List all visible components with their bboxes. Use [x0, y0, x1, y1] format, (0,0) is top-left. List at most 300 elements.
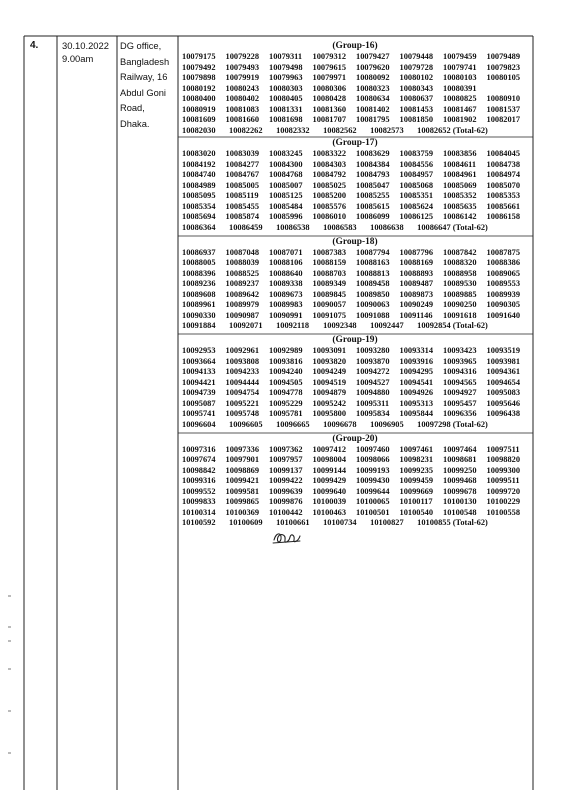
roll-number: 10089845: [312, 289, 346, 299]
roll-number: 10080428: [312, 94, 346, 103]
roll-number: 10084045: [486, 149, 520, 158]
roll-number: 10084792: [312, 170, 346, 179]
roll-number: 10094565: [443, 377, 477, 387]
roll-number: 10100130: [443, 497, 477, 506]
roll-number: 10099137: [269, 465, 303, 475]
roll-number: 10096438: [486, 409, 520, 418]
roll-number: 10100442: [269, 507, 303, 517]
roll-number: 10081609: [182, 115, 216, 124]
roll-number: 10095800: [312, 409, 346, 418]
roll-number: 10085025: [312, 180, 346, 190]
roll-number: 10080243: [225, 83, 259, 93]
roll-number: 10099644: [356, 486, 390, 496]
group-title: (Group-17): [332, 138, 378, 148]
roll-number: 10094541: [399, 377, 433, 387]
roll-number: 10093519: [486, 346, 520, 355]
roll-number: 10079919: [225, 73, 259, 82]
roll-row: [180, 508, 530, 519]
roll-number: 10088703: [312, 268, 346, 278]
roll-number: 10085095: [182, 191, 216, 200]
roll-number: 10086647 (Total-62): [417, 222, 488, 232]
roll-number: 10082017: [486, 115, 520, 124]
roll-number: 10094361: [486, 367, 520, 376]
roll-number: 10081331: [269, 104, 303, 114]
roll-row: [180, 94, 530, 105]
roll-number: 10081537: [486, 104, 520, 114]
roll-number: 10099250: [443, 465, 477, 475]
roll-number: 10087796: [399, 247, 433, 257]
roll-number: 10079493: [225, 62, 259, 72]
venue-line: Abdul Goni: [120, 87, 166, 98]
roll-number: 10084740: [182, 170, 216, 179]
roll-number: 10089939: [486, 289, 520, 299]
roll-number: 10080825: [443, 94, 477, 103]
roll-row: [180, 311, 530, 322]
roll-number: 10086638: [370, 222, 404, 232]
roll-number: 10084793: [356, 170, 390, 179]
roll-number: 10083629: [356, 149, 390, 158]
roll-number: 10089530: [443, 279, 477, 288]
roll-number: 10099429: [312, 476, 346, 485]
roll-number: 10081850: [399, 115, 433, 124]
venue-line: Road,: [120, 103, 145, 113]
roll-number: 10094654: [486, 377, 520, 387]
roll-number: 10093314: [399, 346, 433, 355]
roll-number: 10098231: [399, 455, 433, 464]
roll-number: 10080105: [486, 73, 520, 82]
roll-number: 10085624: [399, 201, 433, 211]
roll-number: 10088320: [443, 258, 477, 267]
roll-number: 10079620: [356, 62, 390, 72]
roll-number: 10098820: [486, 455, 520, 464]
roll-number: 10084384: [356, 159, 390, 169]
roll-number: 10094133: [182, 367, 216, 376]
roll-number: 10099876: [269, 497, 303, 506]
roll-number: 10086158: [486, 212, 520, 221]
roll-number: 10094240: [269, 367, 303, 376]
roll-number-groups: [180, 40, 530, 531]
roll-number: 10094527: [356, 377, 390, 387]
roll-number: 10085354: [182, 201, 216, 211]
roll-number: 10082562: [323, 125, 357, 135]
roll-number: 10080402: [225, 94, 259, 103]
roll-number: 10094444: [225, 377, 259, 387]
roll-number: 10095781: [269, 409, 303, 418]
roll-number: 10080637: [399, 94, 433, 103]
roll-number: 10079898: [182, 73, 216, 82]
roll-number: 10085005: [225, 180, 259, 190]
roll-number: 10085996: [269, 212, 303, 221]
roll-number: 10081083: [225, 104, 259, 114]
roll-number: 10088525: [225, 268, 259, 278]
roll-number: 10085125: [269, 191, 303, 200]
roll-number: 10091640: [486, 310, 520, 320]
roll-number: 10095646: [486, 398, 520, 408]
roll-number: 10092071: [229, 321, 263, 330]
roll-number: 10088163: [356, 258, 390, 267]
roll-number: 10088005: [182, 258, 216, 267]
roll-row: [180, 170, 530, 181]
roll-number: 10085119: [225, 191, 259, 200]
roll-number: 10081360: [312, 104, 346, 114]
roll-number: 10087842: [443, 247, 477, 257]
roll-number: 10093816: [269, 356, 303, 366]
roll-number: 10088893: [399, 268, 433, 278]
roll-number: 10085352: [443, 191, 477, 200]
roll-number: 10097901: [225, 455, 259, 464]
roll-number: 10099144: [312, 465, 346, 475]
roll-number: 10084277: [225, 159, 259, 169]
roll-number: 10080303: [269, 83, 303, 93]
roll-number: 10080343: [399, 83, 433, 93]
roll-number: 10089642: [225, 289, 259, 299]
roll-number: 10093870: [356, 356, 390, 366]
roll-row: [180, 52, 530, 63]
roll-row: [180, 420, 530, 431]
roll-row: [180, 290, 530, 301]
roll-number: 10097460: [356, 444, 390, 454]
roll-number: 10089553: [486, 279, 520, 288]
roll-row: [180, 487, 530, 498]
roll-number: 10085068: [399, 180, 433, 190]
roll-number: 10084556: [399, 159, 433, 169]
roll-number: 10100592: [182, 518, 216, 527]
roll-number: 10094505: [269, 377, 303, 387]
roll-number: 10082573: [370, 125, 404, 135]
roll-number: 10099640: [312, 486, 346, 496]
roll-number: 10086459: [229, 222, 263, 232]
roll-number: 10079459: [443, 52, 477, 61]
roll-number: 10079492: [182, 62, 216, 72]
roll-number: 10089873: [399, 289, 433, 299]
roll-number: 10079489: [486, 52, 520, 61]
roll-number: 10093965: [443, 356, 477, 366]
roll-number: 10099639: [269, 486, 303, 496]
roll-number: 10096665: [276, 419, 310, 429]
roll-number: 10083856: [443, 149, 477, 158]
roll-number: 10084957: [399, 170, 433, 179]
roll-number: 10088169: [399, 258, 433, 267]
roll-row: [180, 388, 530, 399]
roll-number: 10094754: [225, 388, 259, 397]
roll-number: 10088640: [269, 268, 303, 278]
roll-number: 10095457: [443, 398, 477, 408]
roll-number: 10088813: [356, 268, 390, 278]
roll-number: 10094926: [399, 388, 433, 397]
roll-number: 10085255: [356, 191, 390, 200]
roll-number: 10084989: [182, 180, 216, 190]
roll-number: 10091146: [399, 310, 433, 320]
roll-number: 10085661: [486, 201, 520, 211]
roll-number: 10089349: [312, 279, 346, 288]
roll-number: 10095844: [399, 409, 433, 418]
roll-number: 10079615: [312, 62, 346, 72]
roll-number: 10099316: [182, 476, 216, 485]
roll-row: [180, 409, 530, 420]
roll-number: 10090063: [356, 300, 390, 309]
roll-number: 10083759: [399, 149, 433, 158]
roll-number: 10079823: [486, 62, 520, 72]
roll-number: 10090057: [312, 300, 346, 309]
roll-row: [180, 321, 530, 332]
roll-number: 10099422: [269, 476, 303, 485]
roll-number: 10100501: [356, 507, 390, 517]
roll-number: 10088159: [312, 258, 346, 267]
roll-row: [180, 445, 530, 456]
roll-row: [180, 367, 530, 378]
roll-number: 10095242: [312, 398, 346, 408]
roll-number: 10086583: [323, 222, 357, 232]
roll-row: [180, 63, 530, 74]
roll-number: 10087071: [269, 247, 303, 257]
roll-number: 10100117: [399, 497, 433, 506]
roll-number: 10099865: [225, 497, 259, 506]
roll-number: 10099581: [225, 486, 259, 496]
roll-row: [180, 115, 530, 126]
roll-number: 10100609: [229, 518, 263, 527]
roll-number: 10081467: [443, 104, 477, 114]
roll-number: 10098869: [225, 465, 259, 475]
roll-number: 10097461: [399, 444, 433, 454]
roll-row: [180, 149, 530, 160]
roll-number: 10088106: [269, 258, 303, 267]
roll-number: 10087875: [486, 247, 520, 257]
roll-number: 10095313: [399, 398, 433, 408]
roll-number: 10100039: [312, 497, 346, 506]
roll-number: 10100065: [356, 497, 390, 506]
exam-datetime: [62, 39, 118, 65]
roll-row: [180, 181, 530, 192]
roll-number: 10080400: [182, 94, 216, 103]
roll-number: 10100548: [443, 507, 477, 517]
roll-number: 10083020: [182, 149, 216, 158]
roll-number: 10099833: [182, 497, 216, 506]
roll-number: 10095748: [225, 409, 259, 418]
roll-number: 10094927: [443, 388, 477, 397]
roll-number: 10080634: [356, 94, 390, 103]
roll-number: 10093916: [399, 356, 433, 366]
roll-number: 10100558: [486, 507, 520, 517]
roll-number: 10082652 (Total-62): [417, 125, 488, 135]
roll-number: 10092447: [370, 321, 404, 330]
roll-number: 10091088: [356, 310, 390, 320]
roll-number: 10080103: [443, 73, 477, 82]
roll-number: 10095221: [225, 398, 259, 408]
roll-number: 10083245: [269, 149, 303, 158]
roll-row: [180, 212, 530, 223]
roll-number: 10087383: [312, 247, 346, 257]
roll-number: 10085007: [269, 180, 303, 190]
roll-number: 10089983: [269, 300, 303, 309]
roll-number: 10099720: [486, 486, 520, 496]
roll-number: 10095083: [486, 388, 520, 397]
serial-number: 4.: [30, 40, 39, 51]
roll-number: 10086125: [399, 212, 433, 221]
roll-number: 10084300: [269, 159, 303, 169]
roll-number: 10090250: [443, 300, 477, 309]
roll-number: 10080323: [356, 83, 390, 93]
roll-number: 10098842: [182, 465, 216, 475]
roll-number: 10097298 (Total-62): [417, 419, 488, 429]
signature-mark: [270, 526, 306, 548]
roll-number: 10096356: [443, 409, 477, 418]
roll-number: 10084768: [269, 170, 303, 179]
roll-number: 10094739: [182, 388, 216, 397]
roll-number: 10085070: [486, 180, 520, 190]
roll-number: 10096678: [323, 419, 357, 429]
roll-row: [180, 160, 530, 171]
roll-number: 10094233: [225, 367, 259, 376]
roll-number: 10095087: [182, 398, 216, 408]
roll-number: 10079498: [269, 62, 303, 72]
group-block: [180, 40, 530, 137]
roll-number: 10100827: [370, 518, 404, 527]
roll-number: 10096905: [370, 419, 404, 429]
roll-number: 10079963: [269, 73, 303, 82]
roll-number: 10099459: [399, 476, 433, 485]
roll-number: 10079971: [312, 73, 346, 82]
roll-number: 10086010: [312, 212, 346, 221]
roll-number: 10090330: [182, 310, 216, 320]
roll-number: 10081707: [312, 115, 346, 124]
roll-number: 10084303: [312, 159, 346, 169]
roll-number: 10089885: [443, 289, 477, 299]
exam-date: 30.10.2022: [62, 40, 109, 51]
roll-row: [180, 357, 530, 368]
exam-venue: [120, 39, 175, 132]
roll-number: 10097674: [182, 455, 216, 464]
venue-line: DG office,: [120, 41, 162, 51]
roll-row: [180, 476, 530, 487]
roll-number: 10083322: [312, 149, 346, 158]
roll-row: [180, 248, 530, 259]
venue-line: Bangladesh: [120, 56, 170, 67]
roll-number: 10079228: [225, 52, 259, 61]
roll-number: 10080102: [399, 73, 433, 82]
roll-number: 10079312: [312, 52, 346, 61]
roll-number: 10093664: [182, 356, 216, 366]
roll-number: 10092854 (Total-62): [417, 321, 488, 330]
roll-number: 10091075: [312, 310, 346, 320]
roll-number: 10095311: [356, 398, 390, 408]
roll-number: 10089979: [225, 300, 259, 309]
roll-number: 10092961: [225, 346, 259, 355]
roll-number: 10094519: [312, 377, 346, 387]
roll-number: 10086142: [443, 212, 477, 221]
roll-number: 10097412: [312, 444, 346, 454]
roll-number: 10090987: [225, 310, 259, 320]
roll-number: 10089065: [486, 268, 520, 278]
roll-number: 10094272: [356, 367, 390, 376]
roll-number: 10095834: [356, 409, 390, 418]
roll-number: 10093091: [312, 346, 346, 355]
roll-row: [180, 223, 530, 234]
group-block: [180, 137, 530, 236]
roll-number: 10098066: [356, 455, 390, 464]
roll-number: 10092989: [269, 346, 303, 355]
roll-number: 10085635: [443, 201, 477, 211]
roll-number: 10086937: [182, 247, 216, 257]
roll-number: 10090249: [399, 300, 433, 309]
venue-line: Dhaka.: [120, 118, 150, 129]
roll-number: 10100229: [486, 497, 520, 506]
roll-number: 10084961: [443, 170, 477, 179]
roll-number: 10087048: [225, 247, 259, 257]
roll-number: 10100661: [276, 518, 310, 527]
roll-number: 10088386: [486, 258, 520, 267]
roll-number: 10088958: [443, 268, 477, 278]
roll-number: 10089608: [182, 289, 216, 299]
roll-number: 10094421: [182, 377, 216, 387]
roll-number: 10080910: [486, 94, 520, 103]
venue-line: Railway, 16: [120, 72, 168, 82]
roll-number: 10083039: [225, 149, 259, 158]
roll-number: 10080092: [356, 73, 390, 82]
group-block: [180, 334, 530, 433]
roll-number: 10084974: [486, 170, 520, 179]
roll-number: 10080919: [182, 104, 216, 114]
exam-time: 9.00am: [62, 53, 94, 64]
roll-row: [180, 279, 530, 290]
roll-row: [180, 202, 530, 213]
roll-number: 10082332: [276, 125, 310, 135]
roll-number: 10094880: [356, 388, 390, 397]
roll-number: 10098681: [443, 455, 477, 464]
roll-number: 10094249: [312, 367, 346, 376]
group-title: (Group-18): [332, 236, 378, 247]
roll-number: 10092348: [323, 321, 357, 330]
roll-row: [180, 105, 530, 116]
roll-row: [180, 191, 530, 202]
roll-number: 10086364: [182, 222, 216, 232]
roll-row: [180, 378, 530, 389]
roll-number: 10089458: [356, 279, 390, 288]
roll-row: [180, 518, 530, 529]
roll-row: [180, 346, 530, 357]
roll-number: 10092118: [276, 321, 310, 330]
roll-number: 10085455: [225, 201, 259, 211]
roll-number: 10100734: [323, 518, 357, 527]
roll-number: 10079741: [443, 62, 477, 72]
roll-number: 10100463: [312, 507, 346, 517]
roll-number: 10091618: [443, 310, 477, 320]
roll-number: 10082262: [229, 125, 263, 135]
roll-number: 10099421: [225, 476, 259, 485]
roll-number: 10089961: [182, 300, 216, 309]
roll-number: 10080391: [443, 83, 477, 93]
roll-number: 10079311: [269, 52, 303, 61]
roll-number: 10088396: [182, 268, 216, 278]
roll-number: 10082030: [182, 125, 216, 135]
roll-number: 10080192: [182, 83, 216, 93]
roll-number: 10092953: [182, 346, 216, 355]
roll-row: [180, 73, 530, 84]
roll-number: 10089237: [225, 279, 259, 288]
roll-number: 10086538: [276, 222, 310, 232]
roll-number: 10084611: [443, 159, 477, 169]
roll-number: 10099300: [486, 465, 520, 475]
roll-number: 10097957: [269, 455, 303, 464]
roll-number: 10095229: [269, 398, 303, 408]
roll-number: 10085484: [269, 201, 303, 211]
roll-number: 10099678: [443, 486, 477, 496]
roll-number: 10093280: [356, 346, 390, 355]
roll-number: 10098004: [312, 455, 346, 464]
roll-row: [180, 269, 530, 280]
roll-number: 10085351: [399, 191, 433, 200]
group-title: (Group-16): [332, 41, 378, 51]
roll-number: 10086099: [356, 212, 390, 221]
